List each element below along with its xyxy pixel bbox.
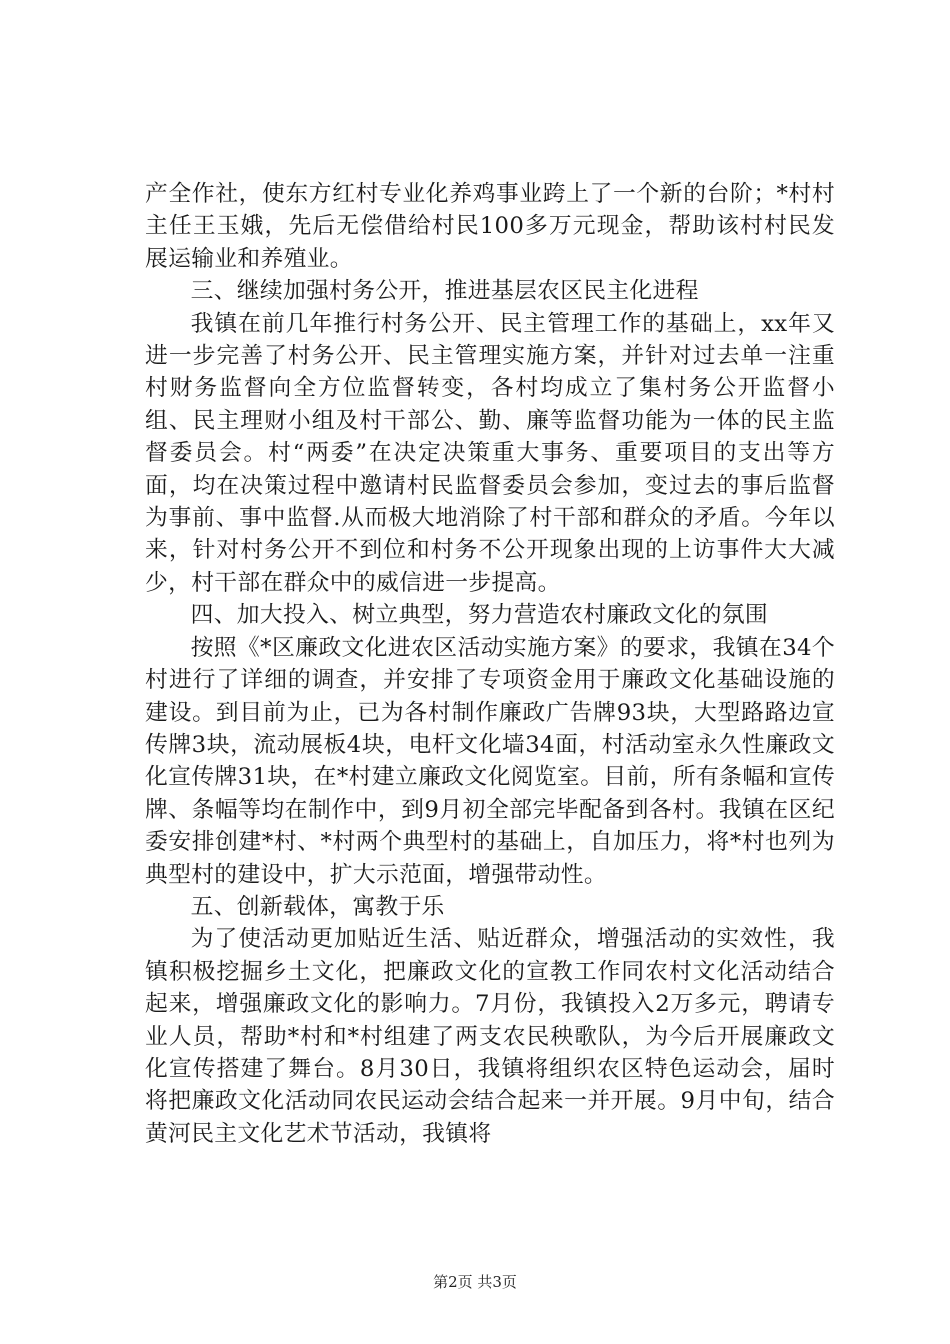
section-heading: 四、加大投入、树立典型，努力营造农村廉政文化的氛围 xyxy=(190,602,769,629)
section-heading: 五、创新载体，寓教于乐 xyxy=(190,893,445,920)
document-body xyxy=(145,178,835,1150)
paragraph: 为了使活动更加贴近生活、贴近群众，增强活动的实效性，我镇积极挖掘乡土文化，把廉政文化的宣教工作同农村文化活动结合起来，增强廉政文化的影响力。7月份，我镇投入2万多元，聘请专业人员，帮助*村和*村组建了两支农民秧歌队，为今后开展廉政文化宣传搭建了舞台。8月30日，我镇将组织农区特色运动会，届时将把廉政文化活动同农民运动会结合起来一并开展。9月中旬，结合黄河民主文化艺术节活动，我镇将 xyxy=(145,926,835,1147)
paragraph: 按照《*区廉政文化进农区活动实施方案》的要求，我镇在34个村进行了详细的调查，并安排了专项资金用于廉政文化基础设施的建设。到目前为止，已为各村制作廉政广告牌93块，大型路路边宣传牌3块，流动展板4块，电杆文化墙34面，村活动室永久性廉政文化宣传牌31块，在*村建立廉政文化阅览室。目前，所有条幅和宣传牌、条幅等均在制作中，到9月初全部完毕配备到各村。我镇在区纪委安排创建*村、*村两个典型村的基础上，自加压力，将*村也列为典型村的建设中，扩大示范面，增强带动性。 xyxy=(145,634,835,888)
section-heading: 三、继续加强村务公开，推进基层农区民主化进程 xyxy=(190,278,699,305)
paragraph: 我镇在前几年推行村务公开、民主管理工作的基础上，xx年又进一步完善了村务公开、民主管理实施方案，并针对过去单一注重村财务监督向全方位监督转变，各村均成立了集村务公开监督小组、民主理财小组及村干部公、勤、廉等监督功能为一体的民主监督委员会。村“两委”在决定决策重大事务、重要项目的支出等方面，均在决策过程中邀请村民监督委员会参加，变过去的事后监督为事前、事中监督.从而极大地消除了村干部和群众的矛盾。今年以来，针对村务公开不到位和村务不公开现象出现的上访事件大大减少，村干部在群众中的威信进一步提高。 xyxy=(145,310,835,596)
paragraph: 产全作社，使东方红村专业化养鸡事业跨上了一个新的台阶；*村村主任王玉娥，先后无偿借给村民100多万元现金，帮助该村村民发展运输业和养殖业。 xyxy=(145,181,835,272)
page-number-footer: 第2页 共3页 xyxy=(433,1273,517,1291)
